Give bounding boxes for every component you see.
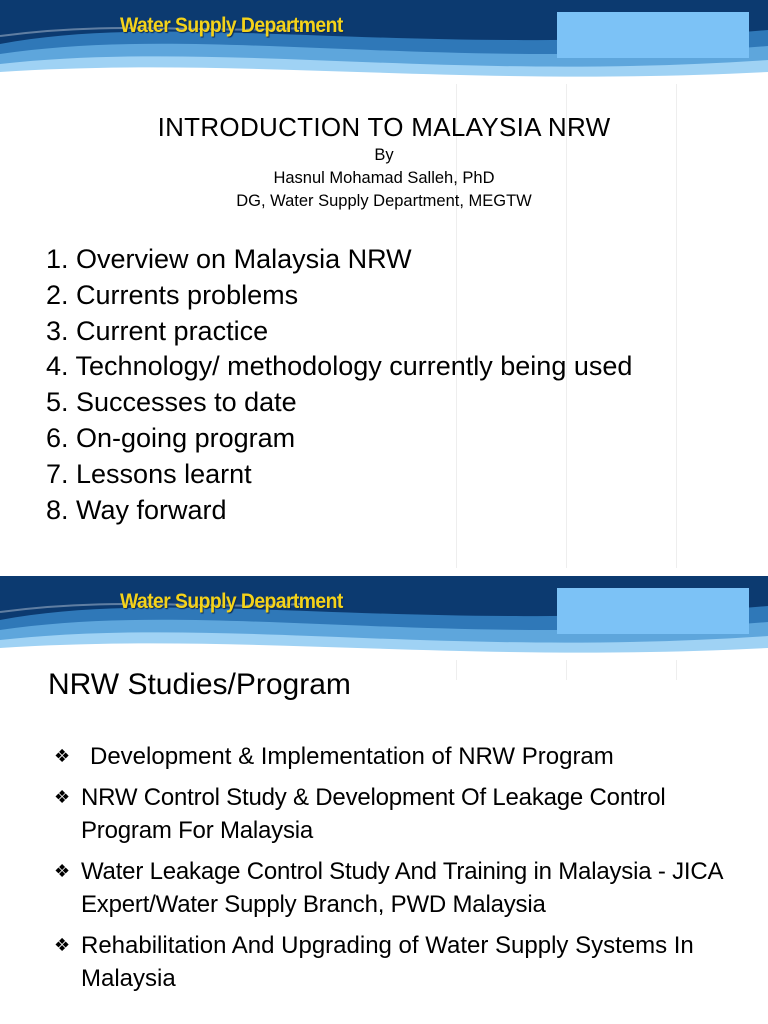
slide-2-title: NRW Studies/Program — [48, 668, 351, 701]
banner-title: Water Supply Department — [120, 14, 343, 37]
agenda-item: 1. Overview on Malaysia NRW — [46, 244, 412, 274]
agenda-item: 8. Way forward — [46, 494, 227, 525]
agenda-list — [46, 242, 632, 528]
list-item — [54, 929, 754, 995]
list-item — [54, 781, 754, 847]
diamond-bullet-icon: ❖ — [54, 935, 71, 955]
grid-line — [566, 660, 567, 680]
grid-line — [676, 660, 677, 680]
agenda-item: 4. Technology/ methodology currently being used — [46, 351, 633, 382]
program-list — [54, 740, 754, 995]
grid-line — [456, 660, 457, 680]
agenda-item: 3. Current practice — [46, 315, 269, 346]
banner-logo-box — [557, 588, 749, 634]
slide-1-banner — [0, 0, 768, 84]
list-item-text: NRW Control Study & Development Of Leakage Control Program For Malaysia — [81, 784, 666, 844]
banner-title: Water Supply Department — [120, 590, 343, 613]
list-item — [54, 740, 754, 773]
slide-title: INTRODUCTION TO MALAYSIA NRW — [157, 112, 611, 142]
list-item-text: Rehabilitation And Upgrading of Water Supply Systems In Malaysia — [81, 932, 694, 992]
list-item — [54, 855, 754, 921]
agenda-item: 7. Lessons learnt — [46, 458, 252, 489]
author-name: Hasnul Mohamad Salleh, PhD — [273, 169, 495, 187]
by-label: By — [374, 146, 394, 164]
agenda-item: 6. On-going program — [46, 422, 296, 453]
list-item-text: Development & Implementation of NRW Program — [90, 743, 614, 770]
diamond-bullet-icon: ❖ — [54, 746, 71, 766]
author-position: DG, Water Supply Department, MEGTW — [236, 192, 532, 210]
slide-2-banner — [0, 576, 768, 660]
slide-separator — [0, 568, 768, 576]
agenda-item: 2. Currents problems — [46, 279, 299, 310]
agenda-item: 5. Successes to date — [46, 387, 297, 418]
list-item-text: Water Leakage Control Study And Training in Malaysia - JICA Expert/Water Supply Branch, PWD Malaysia — [81, 858, 722, 918]
banner-logo-box — [557, 12, 749, 58]
diamond-bullet-icon: ❖ — [54, 787, 70, 807]
diamond-bullet-icon: ❖ — [54, 861, 70, 881]
